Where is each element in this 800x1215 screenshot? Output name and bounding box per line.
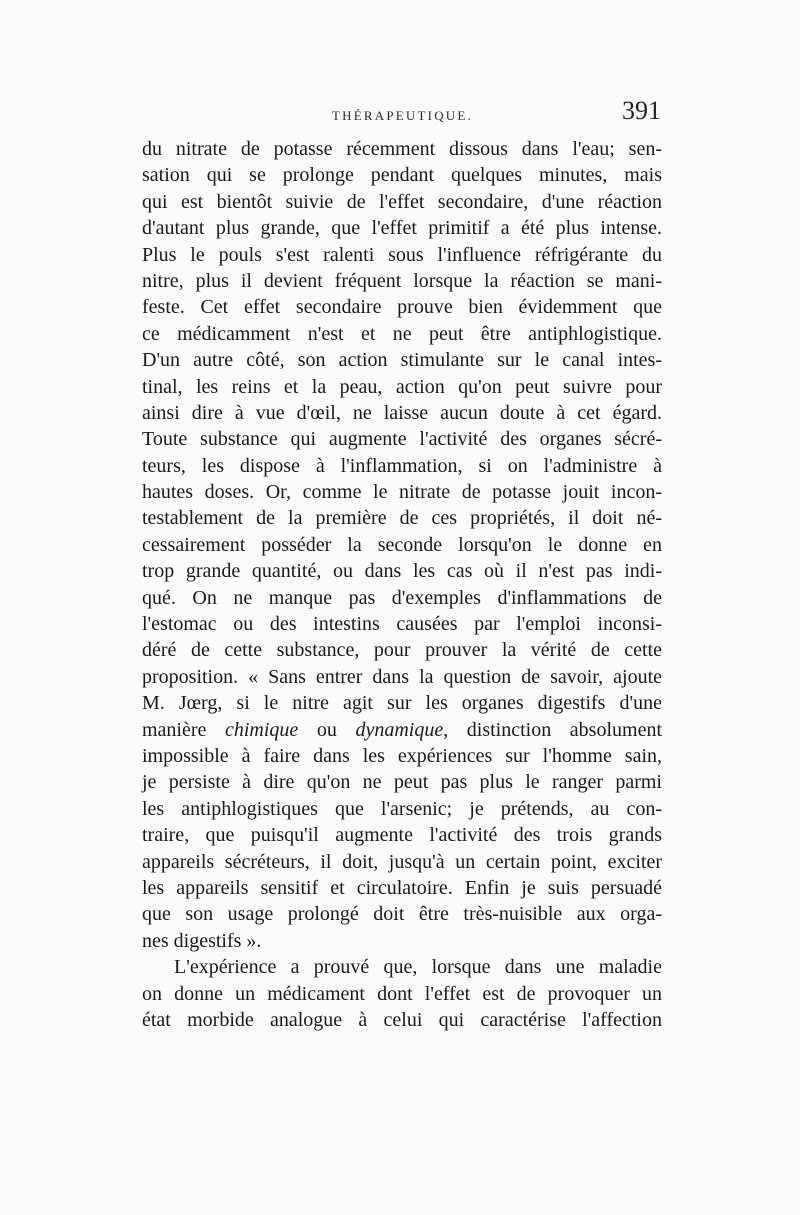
text-line — [142, 981, 662, 1007]
line-text: D'un autre côté, son action stimulante sur le canal intes- — [142, 349, 662, 372]
text-line — [142, 532, 662, 558]
line-text: on donne un médicament dont l'effet est de provoquer un — [142, 982, 662, 1005]
text-line — [142, 611, 662, 637]
line-text: testablement de la première de ces propriétés, il doit né- — [142, 507, 662, 530]
line-text: teurs, les dispose à l'inflammation, si on l'administre à — [142, 454, 662, 477]
text-line — [142, 294, 662, 320]
text-line — [142, 796, 662, 822]
body-text — [142, 136, 662, 1033]
line-text: , distinction absolument — [443, 718, 663, 741]
line-text: nitre, plus il devient fréquent lorsque la réaction se mani- — [142, 269, 662, 292]
line-text: nes digestifs ». — [142, 929, 262, 952]
line-text: Plus le pouls s'est ralenti sous l'influence réfrigérante du — [142, 243, 662, 266]
line-text: du nitrate de potasse récemment dissous dans l'eau; sen- — [142, 138, 662, 160]
text-line — [142, 585, 662, 611]
line-text: feste. Cet effet secondaire prouve bien évidemment que — [142, 296, 662, 319]
text-line — [142, 242, 662, 268]
line-text: ainsi dire à vue d'œil, ne laisse aucun doute à cet égard. — [142, 401, 662, 424]
text-line — [142, 268, 662, 294]
line-text: M. Jœrg, si le nitre agit sur les organes digestifs d'une — [142, 692, 662, 715]
line-text: déré de cette substance, pour prouver la vérité de cette — [142, 639, 662, 662]
line-text: sation qui se prolonge pendant quelques minutes, mais — [142, 164, 662, 187]
line-text: trop grande quantité, ou dans les cas où il n'est pas indi- — [142, 560, 662, 583]
line-text: état morbide analogue à celui qui caractérise l'affection — [142, 1008, 662, 1031]
text-line — [142, 1007, 662, 1033]
line-text: les antiphlogistiques que l'arsenic; je prétends, au con- — [142, 797, 662, 820]
line-text: hautes doses. Or, comme le nitrate de potasse jouit incon- — [142, 481, 662, 504]
line-text: L'expérience a prouvé que, lorsque dans une maladie — [174, 956, 662, 979]
text-line — [142, 558, 662, 584]
line-text: d'autant plus grande, que l'effet primitif a été plus intense. — [142, 217, 662, 240]
line-text: proposition. « Sans entrer dans la question de savoir, ajoute — [142, 665, 662, 688]
text-line — [142, 453, 662, 479]
text-line — [142, 162, 662, 188]
line-text: qué. On ne manque pas d'exemples d'inflammations de — [142, 586, 662, 609]
text-line — [142, 849, 662, 875]
line-text: l'estomac ou des intestins causées par l'emploi inconsi- — [142, 613, 662, 636]
italic-term: chimique — [224, 718, 299, 741]
running-title: THÉRAPEUTIQUE. — [332, 108, 473, 123]
text-line — [142, 637, 662, 663]
text-line — [142, 901, 662, 927]
line-text: appareils sécréteurs, il doit, jusqu'à un certain point, exciter — [142, 850, 662, 873]
text-line — [142, 400, 662, 426]
text-line — [142, 769, 662, 795]
text-line — [142, 875, 662, 901]
line-text: que son usage prolongé doit être très-nuisible aux orga- — [142, 903, 662, 926]
line-text: traire, que puisqu'il augmente l'activité des trois grands — [142, 824, 662, 847]
line-text: Toute substance qui augmente l'activité des organes sécré- — [142, 428, 662, 451]
text-line — [142, 664, 662, 690]
text-line — [142, 426, 662, 452]
line-text: je persiste à dire qu'on ne peut pas plus le ranger parmi — [142, 771, 662, 794]
line-text: ou — [298, 718, 356, 741]
text-line — [142, 690, 662, 716]
text-line — [142, 505, 662, 531]
line-text: manière — [142, 718, 225, 741]
line-text: les appareils sensitif et circulatoire. Enfin je suis persuadé — [142, 876, 662, 899]
italic-term: dynamique — [355, 718, 444, 741]
text-line — [142, 136, 662, 162]
line-text: impossible à faire dans les expériences sur l'homme sain, — [142, 744, 662, 767]
line-text: tinal, les reins et la peau, action qu'on peut suivre pour — [142, 375, 662, 398]
text-line — [142, 374, 662, 400]
line-text: cessairement posséder la seconde lorsqu'on le donne en — [142, 533, 662, 556]
line-text: qui est bientôt suivie de l'effet secondaire, d'une réaction — [142, 190, 662, 213]
text-line — [142, 321, 662, 347]
text-line — [142, 215, 662, 241]
text-line — [142, 743, 662, 769]
line-text: ce médicamment n'est et ne peut être antiphlogistique. — [142, 322, 662, 345]
text-line — [142, 347, 662, 373]
text-line — [142, 822, 662, 848]
text-line — [142, 189, 662, 215]
running-head — [140, 96, 665, 128]
page-number: 391 — [622, 96, 661, 125]
text-line — [142, 954, 662, 980]
text-line — [142, 928, 662, 954]
text-line — [142, 479, 662, 505]
text-line — [142, 717, 662, 743]
